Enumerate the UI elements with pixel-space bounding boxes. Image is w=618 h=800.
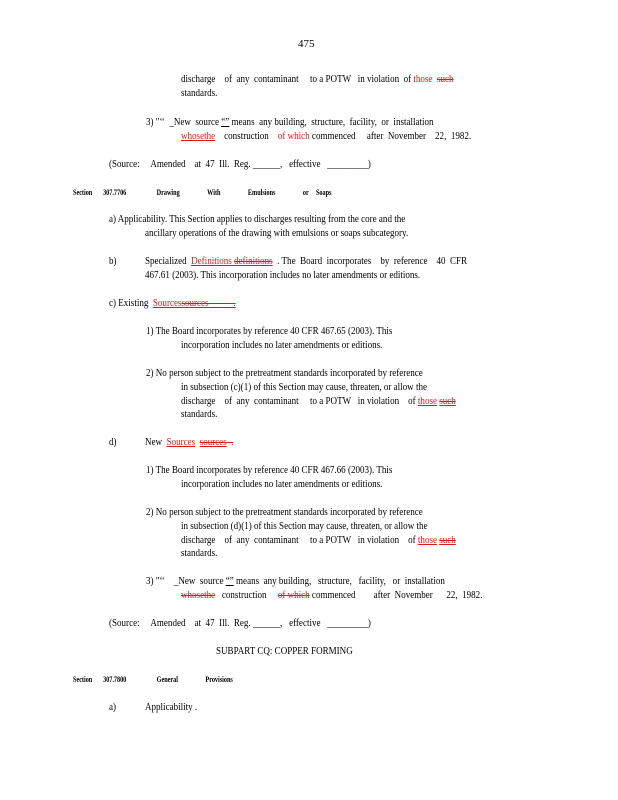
text-run: . The Board incorporates by reference 40 CFR [272,256,468,267]
subsection-c2-line-3 [181,395,456,408]
section-title-word: Soaps [315,187,332,197]
text-run: New [145,437,167,448]
deleted-text: sources [181,298,209,309]
text-run: , effective [280,159,328,170]
subsection-a-line-1: a) Applicability. This Section applies to discharges resulting from the core and the [109,214,406,225]
item-3-line-1 [146,116,434,129]
subsection-d1-line-1: 1) The Board incorporates by reference 40 CFR 467.66 (2003). This [146,465,393,476]
section-title-word: General [156,674,178,684]
deleted-text: such [439,535,456,546]
section-number: Section 307.7706 [73,187,127,197]
inserted-text: Sources [152,298,182,309]
inserted-text: those [417,535,437,546]
continuation-line-1 [181,73,454,86]
subpart-heading: SUBPART CQ: COPPER FORMING [216,646,353,657]
text-run: Specialized [145,256,192,267]
text-run: commenced after November 22, 1982. [309,590,483,601]
page-number: 475 [298,38,315,50]
inserted-text: of which [277,131,310,142]
deleted-text: of which [277,590,310,601]
inserted-text: Definitions [191,256,235,267]
item-3-line-2 [181,130,471,143]
subsection-c1-line-2: incorporation includes no later amendments or editions. [181,340,383,351]
text-run: (Source: Amended at 47 Ill. Reg. [109,618,253,629]
subsection-d-heading [145,436,234,449]
blank-line: _________) [327,159,371,170]
subsection-d2-line-4: standards. [181,548,218,559]
deleted-text: sources [199,437,227,448]
deleted-text: definitions [234,256,273,267]
text-run: c) Existing [109,298,153,309]
section-title-word: or [302,187,309,197]
text-run: means any building, structure, facility, or installation [233,576,445,587]
inserted-text: those [413,74,433,85]
subsection-b-line-1 [145,255,467,268]
text-run: commenced after November 22, 1982. [309,131,472,142]
text-run: discharge of any contaminant to a POTW in violation of [181,74,414,85]
blank-line: _________) [327,618,371,629]
subsection-c2-line-1: 2) No person subject to the pretreatment standards incorporated by reference [146,368,423,379]
subsection-d3-line-2 [181,589,482,602]
section-heading [73,187,331,197]
quote-marks: “” [221,117,230,128]
item-number: 3) "‘‘ [146,117,165,128]
text-run: , effective [280,618,328,629]
subsection-a2-number: a) [109,702,117,713]
section-title-word: Provisions [205,674,233,684]
section-title-word: Emulsions [247,187,276,197]
subsection-c2-line-2: in subsection (c)(1) of this Section may cause, threaten, or allow the [181,382,428,393]
subsection-d2-line-3 [181,534,456,547]
subsection-c1-line-1: 1) The Board incorporates by reference 40 CFR 467.65 (2003). This [146,326,393,337]
quote-marks: “” [225,576,234,587]
section-title-word: With [207,187,221,197]
item-number: 3) "‘‘ [146,576,165,587]
continuation-line-2: standards. [181,88,218,99]
text-run: construction [215,131,278,142]
subsection-c-heading [109,297,236,310]
text-run: discharge of any contaminant to a POTW in violation of [181,396,418,407]
section-number: Section 307.7800 [73,674,127,684]
subsection-d3-line-1 [146,575,445,588]
subsection-d2-line-1: 2) No person subject to the pretreatment standards incorporated by reference [146,507,423,518]
section-heading [73,674,233,684]
subsection-a2-label: Applicability . [145,702,198,713]
subsection-d-number: d) [109,437,117,448]
text-run: discharge of any contaminant to a POTW in violation of [181,535,418,546]
subsection-b-number: b) [109,256,117,267]
deleted-text: whosethe [181,590,216,601]
subsection-b-line-2: 467.61 (2003). This incorporation includes no later amendments or editions. [145,270,421,281]
deleted-text: such [439,396,456,407]
subsection-d2-line-2: in subsection (d)(1) of this Section may cause, threaten, or allow the [181,521,428,532]
subsection-d1-line-2: incorporation includes no later amendments or editions. [181,479,383,490]
section-title-word: Drawing [156,187,180,197]
text-run: (Source: Amended at 47 Ill. Reg. [109,159,253,170]
text-run: _New source [164,117,222,128]
blank-line: ______ [252,618,281,629]
inserted-text: whosethe [181,131,216,142]
inserted-text: those [417,396,437,407]
deleted-text-trail: . [208,298,236,309]
blank-line: ______ [252,159,281,170]
text-run: means any building, structure, facility, or installation [229,117,434,128]
source-note [109,617,371,630]
subsection-c2-line-4: standards. [181,409,218,420]
deleted-text: such [436,74,454,85]
text-run: _New source [164,576,226,587]
deleted-text-trail: . [226,437,234,448]
source-note [109,158,371,171]
inserted-text: Sources [166,437,196,448]
subsection-a-line-2: ancillary operations of the drawing with emulsions or soaps subcategory. [145,228,409,239]
text-run: construction [215,590,278,601]
